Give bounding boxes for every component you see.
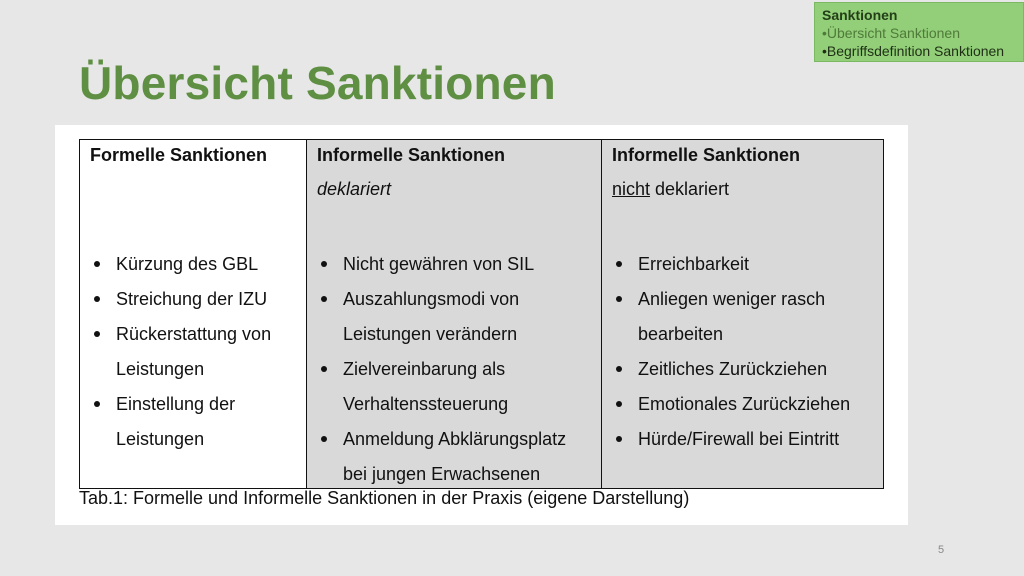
list-item: Nicht gewähren von SIL — [317, 247, 601, 282]
bullet-icon — [94, 331, 100, 337]
list-item: Emotionales Zurückziehen — [612, 387, 883, 422]
bullet-icon — [94, 296, 100, 302]
bullet-icon — [616, 261, 622, 267]
list-item: Erreichbarkeit — [612, 247, 883, 282]
list-item: Rückerstattung von — [90, 317, 306, 352]
subheader-underlined-word: nicht — [612, 179, 651, 199]
list-item: Zeitliches Zurückziehen — [612, 352, 883, 387]
list-item-continuation: Leistungen — [116, 429, 205, 449]
list-item: Kürzung des GBL — [90, 247, 306, 282]
list-item-continuation: Leistungen — [116, 359, 205, 379]
sanction-list — [90, 247, 306, 457]
sanction-list — [317, 247, 601, 492]
bullet-icon — [616, 436, 622, 442]
slide-title: Übersicht Sanktionen — [79, 57, 556, 109]
column-subheader — [612, 178, 883, 200]
list-item-continuation: bei jungen Erwachsenen — [343, 464, 541, 484]
bullet-icon — [616, 296, 622, 302]
bullet-icon — [321, 366, 327, 372]
subheader-rest: deklariert — [650, 179, 730, 199]
section-navigation-box — [814, 2, 1024, 62]
list-item: Zielvereinbarung als — [317, 352, 601, 387]
list-item: Anmeldung Abklärungsplatz — [317, 422, 601, 457]
bullet-icon — [321, 296, 327, 302]
list-item: Auszahlungsmodi von — [317, 282, 601, 317]
column-subheader: deklariert — [317, 179, 392, 199]
column-formal-sanctions — [80, 140, 307, 488]
bullet-icon — [94, 401, 100, 407]
nav-item-definition[interactable]: •Begriffsdefinition Sanktionen — [822, 43, 1005, 59]
column-informal-undeclared — [602, 140, 883, 488]
column-informal-declared — [307, 140, 602, 488]
table-image-panel — [55, 125, 908, 525]
bullet-icon — [321, 261, 327, 267]
list-item-continuation: Leistungen verändern — [343, 324, 518, 344]
list-item: Hürde/Firewall bei Eintritt — [612, 422, 883, 457]
bullet-icon — [94, 261, 100, 267]
list-item: Einstellung der — [90, 387, 306, 422]
bullet-icon — [321, 436, 327, 442]
sanction-list — [612, 247, 883, 457]
list-item-continuation: Verhaltenssteuerung — [343, 394, 509, 414]
sanctions-table — [79, 139, 884, 489]
column-header: Informelle Sanktionen — [317, 145, 506, 165]
page-number: 5 — [938, 544, 945, 556]
list-item-continuation: bearbeiten — [638, 324, 724, 344]
table-caption: Tab.1: Formelle und Informelle Sanktionen in der Praxis (eigene Darstellung) — [79, 488, 690, 508]
list-item: Anliegen weniger rasch — [612, 282, 883, 317]
list-item: Streichung der IZU — [90, 282, 306, 317]
nav-title: Sanktionen — [822, 7, 898, 23]
bullet-icon — [616, 366, 622, 372]
bullet-icon — [616, 401, 622, 407]
nav-item-current[interactable]: •Übersicht Sanktionen — [822, 25, 960, 41]
column-header: Formelle Sanktionen — [90, 145, 268, 165]
column-header: Informelle Sanktionen — [612, 145, 801, 165]
